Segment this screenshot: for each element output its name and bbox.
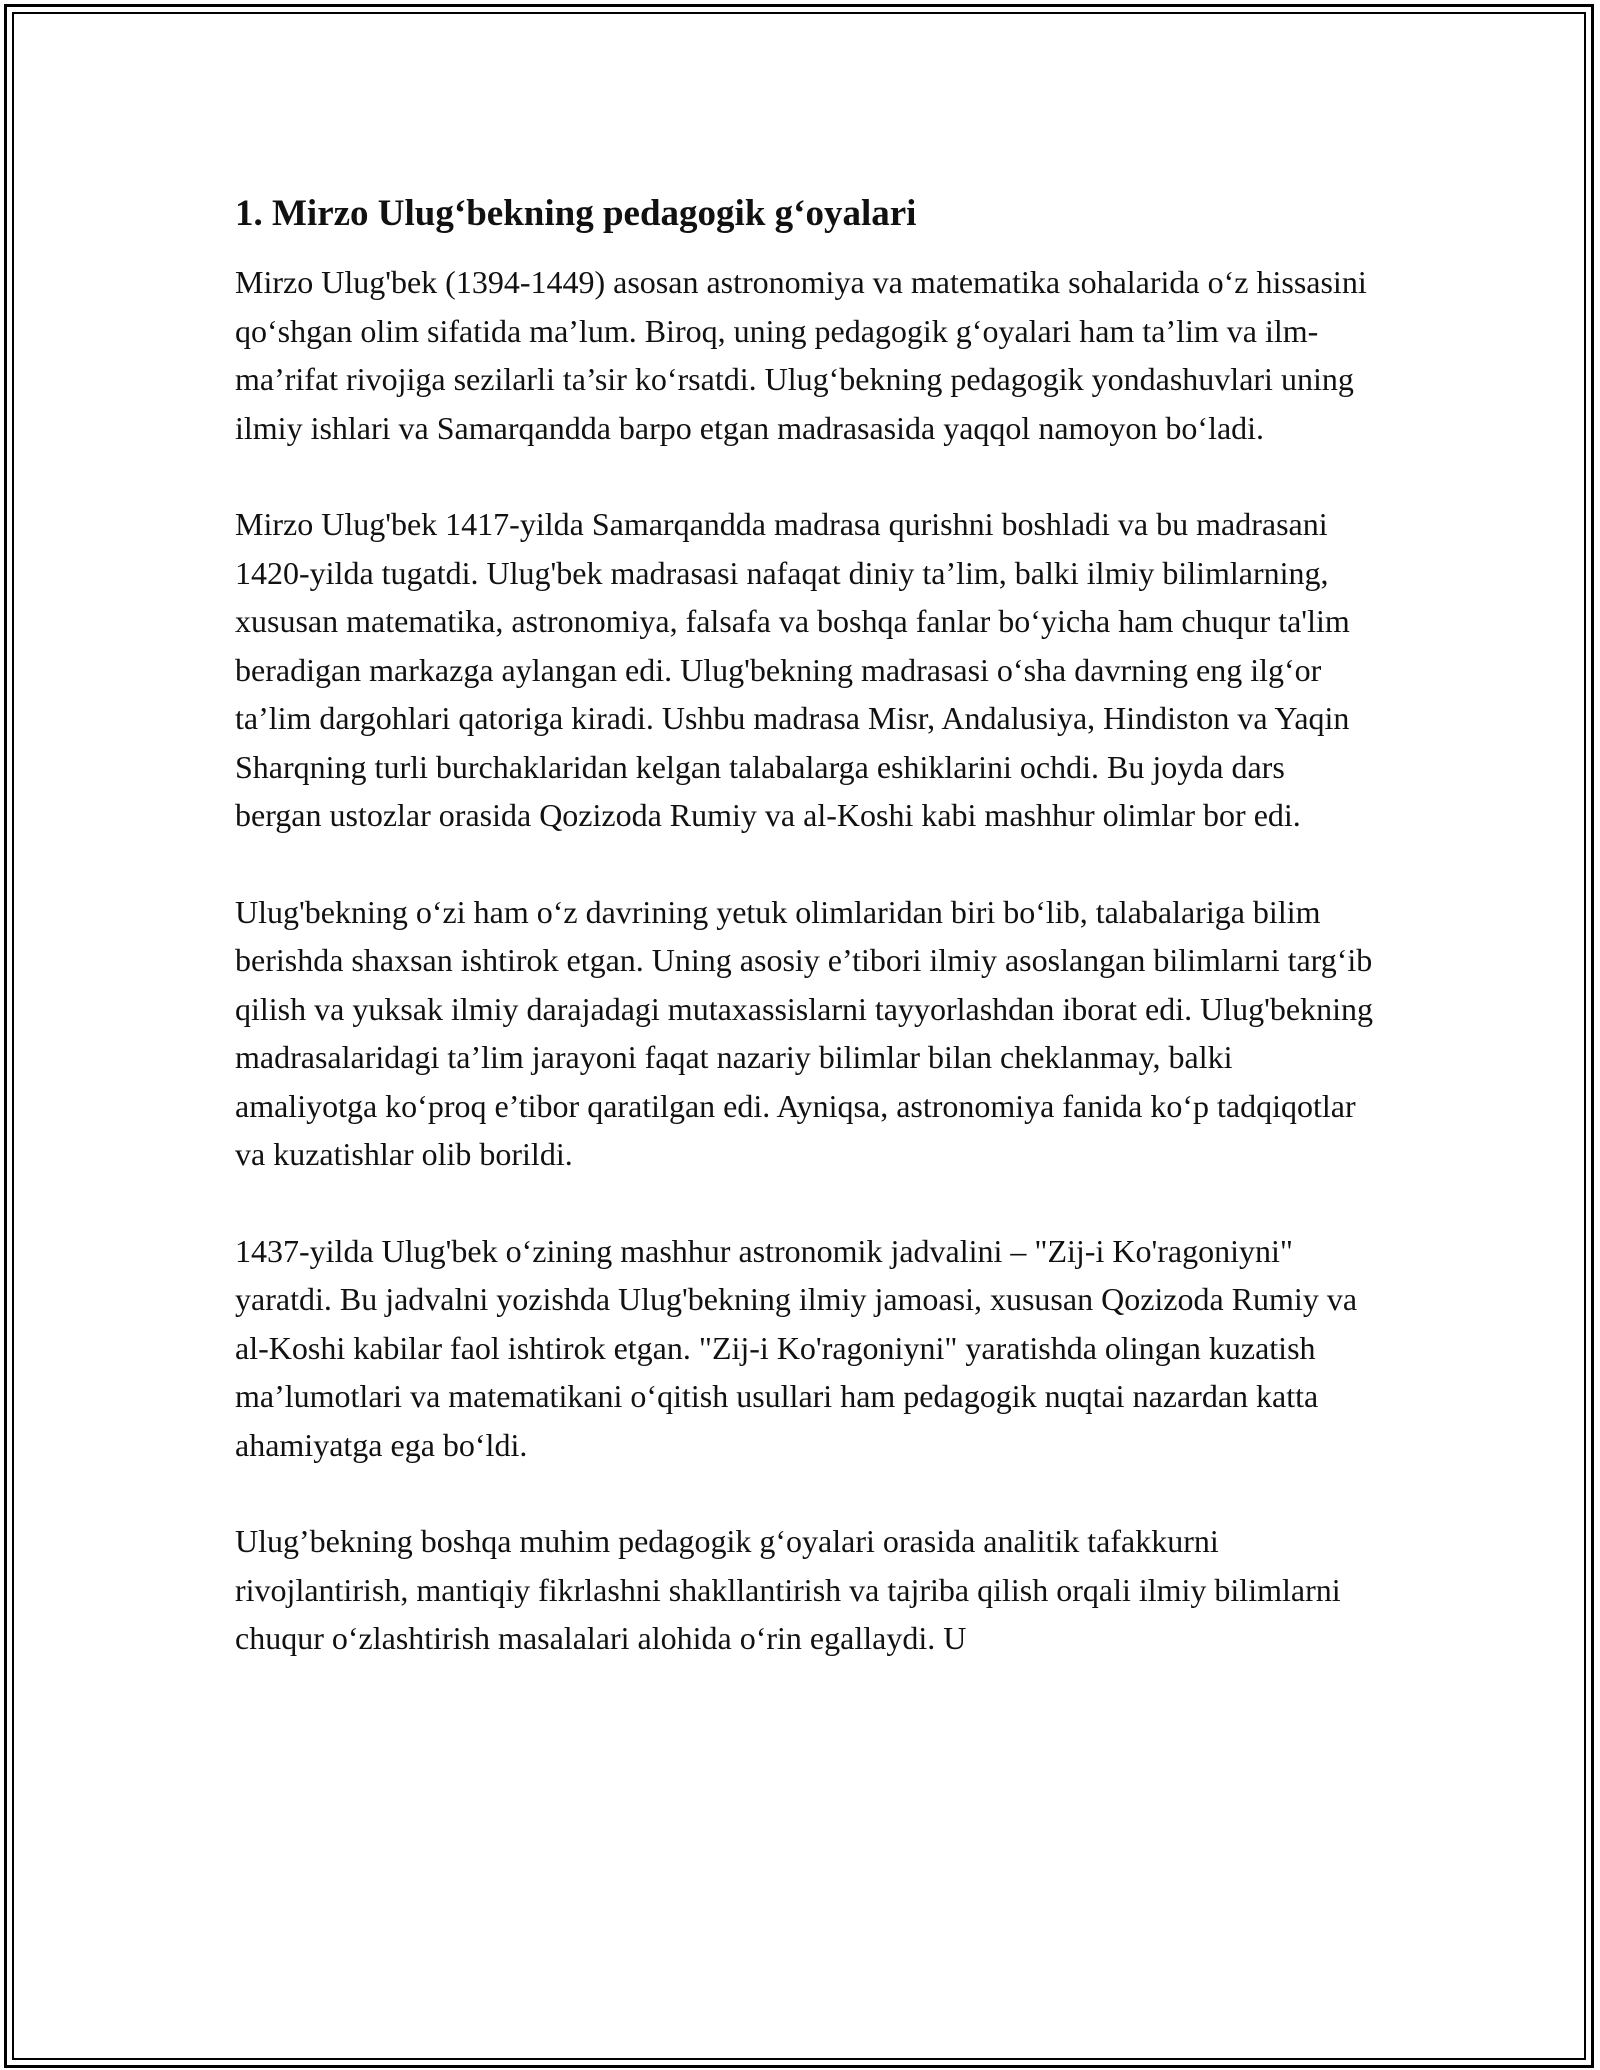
paragraph-2: Mirzo Ulug'bek 1417-yilda Samarqandda madrasa qurishni boshladi va bu madrasani 1420-yilda tugatdi. Ulug'bek madrasasi nafaqat diniy ta’lim, balki ilmiy bilimlarning, xususan matematika, astronomiya, falsafa va boshqa fanlar bo‘yicha ham chuqur ta'lim beradigan markazga aylangan edi. Ulug'bekning madrasasi o‘sha davrning eng ilg‘or ta’lim dargohlari qatoriga kiradi. Ushbu madrasa Misr, Andalusiya, Hindiston va Yaqin Sharqning turli burchaklaridan kelgan talabalarga eshiklarini ochdi. Bu joyda dars bergan ustozlar orasida Qozizoda Rumiy va al-Koshi kabi mashhur olimlar bor edi. xyxy=(235,506,1350,833)
document-body xyxy=(235,190,1375,1711)
paragraph-4: 1437-yilda Ulug'bek o‘zining mashhur astronomik jadvalini – "Zij-i Ko'ragoniyni" yaratdi. Bu jadvalni yozishda Ulug'bekning ilmiy jamoasi, xususan Qozizoda Rumiy va al-Koshi kabilar faol ishtirok etgan. "Zij-i Ko'ragoniyni" yaratishda olingan kuzatish ma’lumotlari va matematikani o‘qitish usullari ham pedagogik nuqtai nazardan katta ahamiyatga ega bo‘ldi. xyxy=(235,1232,1358,1463)
paragraph-5: Ulug’bekning boshqa muhim pedagogik g‘oyalari orasida analitik tafakkurni rivojlantirish, mantiqiy fikrlashni shakllantirish va tajriba qilish orqali ilmiy bilimlarni chuqur o‘zlashtirish masalalari alohida o‘rin egallaydi. U xyxy=(235,1523,1341,1656)
section-heading: 1. Mirzo Ulug‘bekning pedagogik g‘oyalari xyxy=(235,193,917,234)
paragraph-3: Ulug'bekning o‘zi ham o‘z davrining yetuk olimlaridan biri bo‘lib, talabalariga bilim berishda shaxsan ishtirok etgan. Uning asosiy e’tibori ilmiy asoslangan bilimlarni targ‘ib qilish va yuksak ilmiy darajadagi mutaxassislarni tayyorlashdan iborat edi. Ulug'bekning madrasalaridagi ta’lim jarayoni faqat nazariy bilimlar bilan cheklanmay, balki amaliyotga ko‘proq e’tibor qaratilgan edi. Ayniqsa, astronomiya fanida ko‘p tadqiqotlar va kuzatishlar olib borildi. xyxy=(235,893,1373,1172)
paragraph-1: Mirzo Ulug'bek (1394-1449) asosan astronomiya va matematika sohalarida o‘z hissasini qo‘shgan olim sifatida ma’lum. Biroq, uning pedagogik g‘oyalari ham ta’lim va ilm-ma’rifat rivojiga sezilarli ta’sir ko‘rsatdi. Ulug‘bekning pedagogik yondashuvlari uning ilmiy ishlari va Samarqandda barpo etgan madrasasida yaqqol namoyon bo‘ladi. xyxy=(235,264,1367,446)
